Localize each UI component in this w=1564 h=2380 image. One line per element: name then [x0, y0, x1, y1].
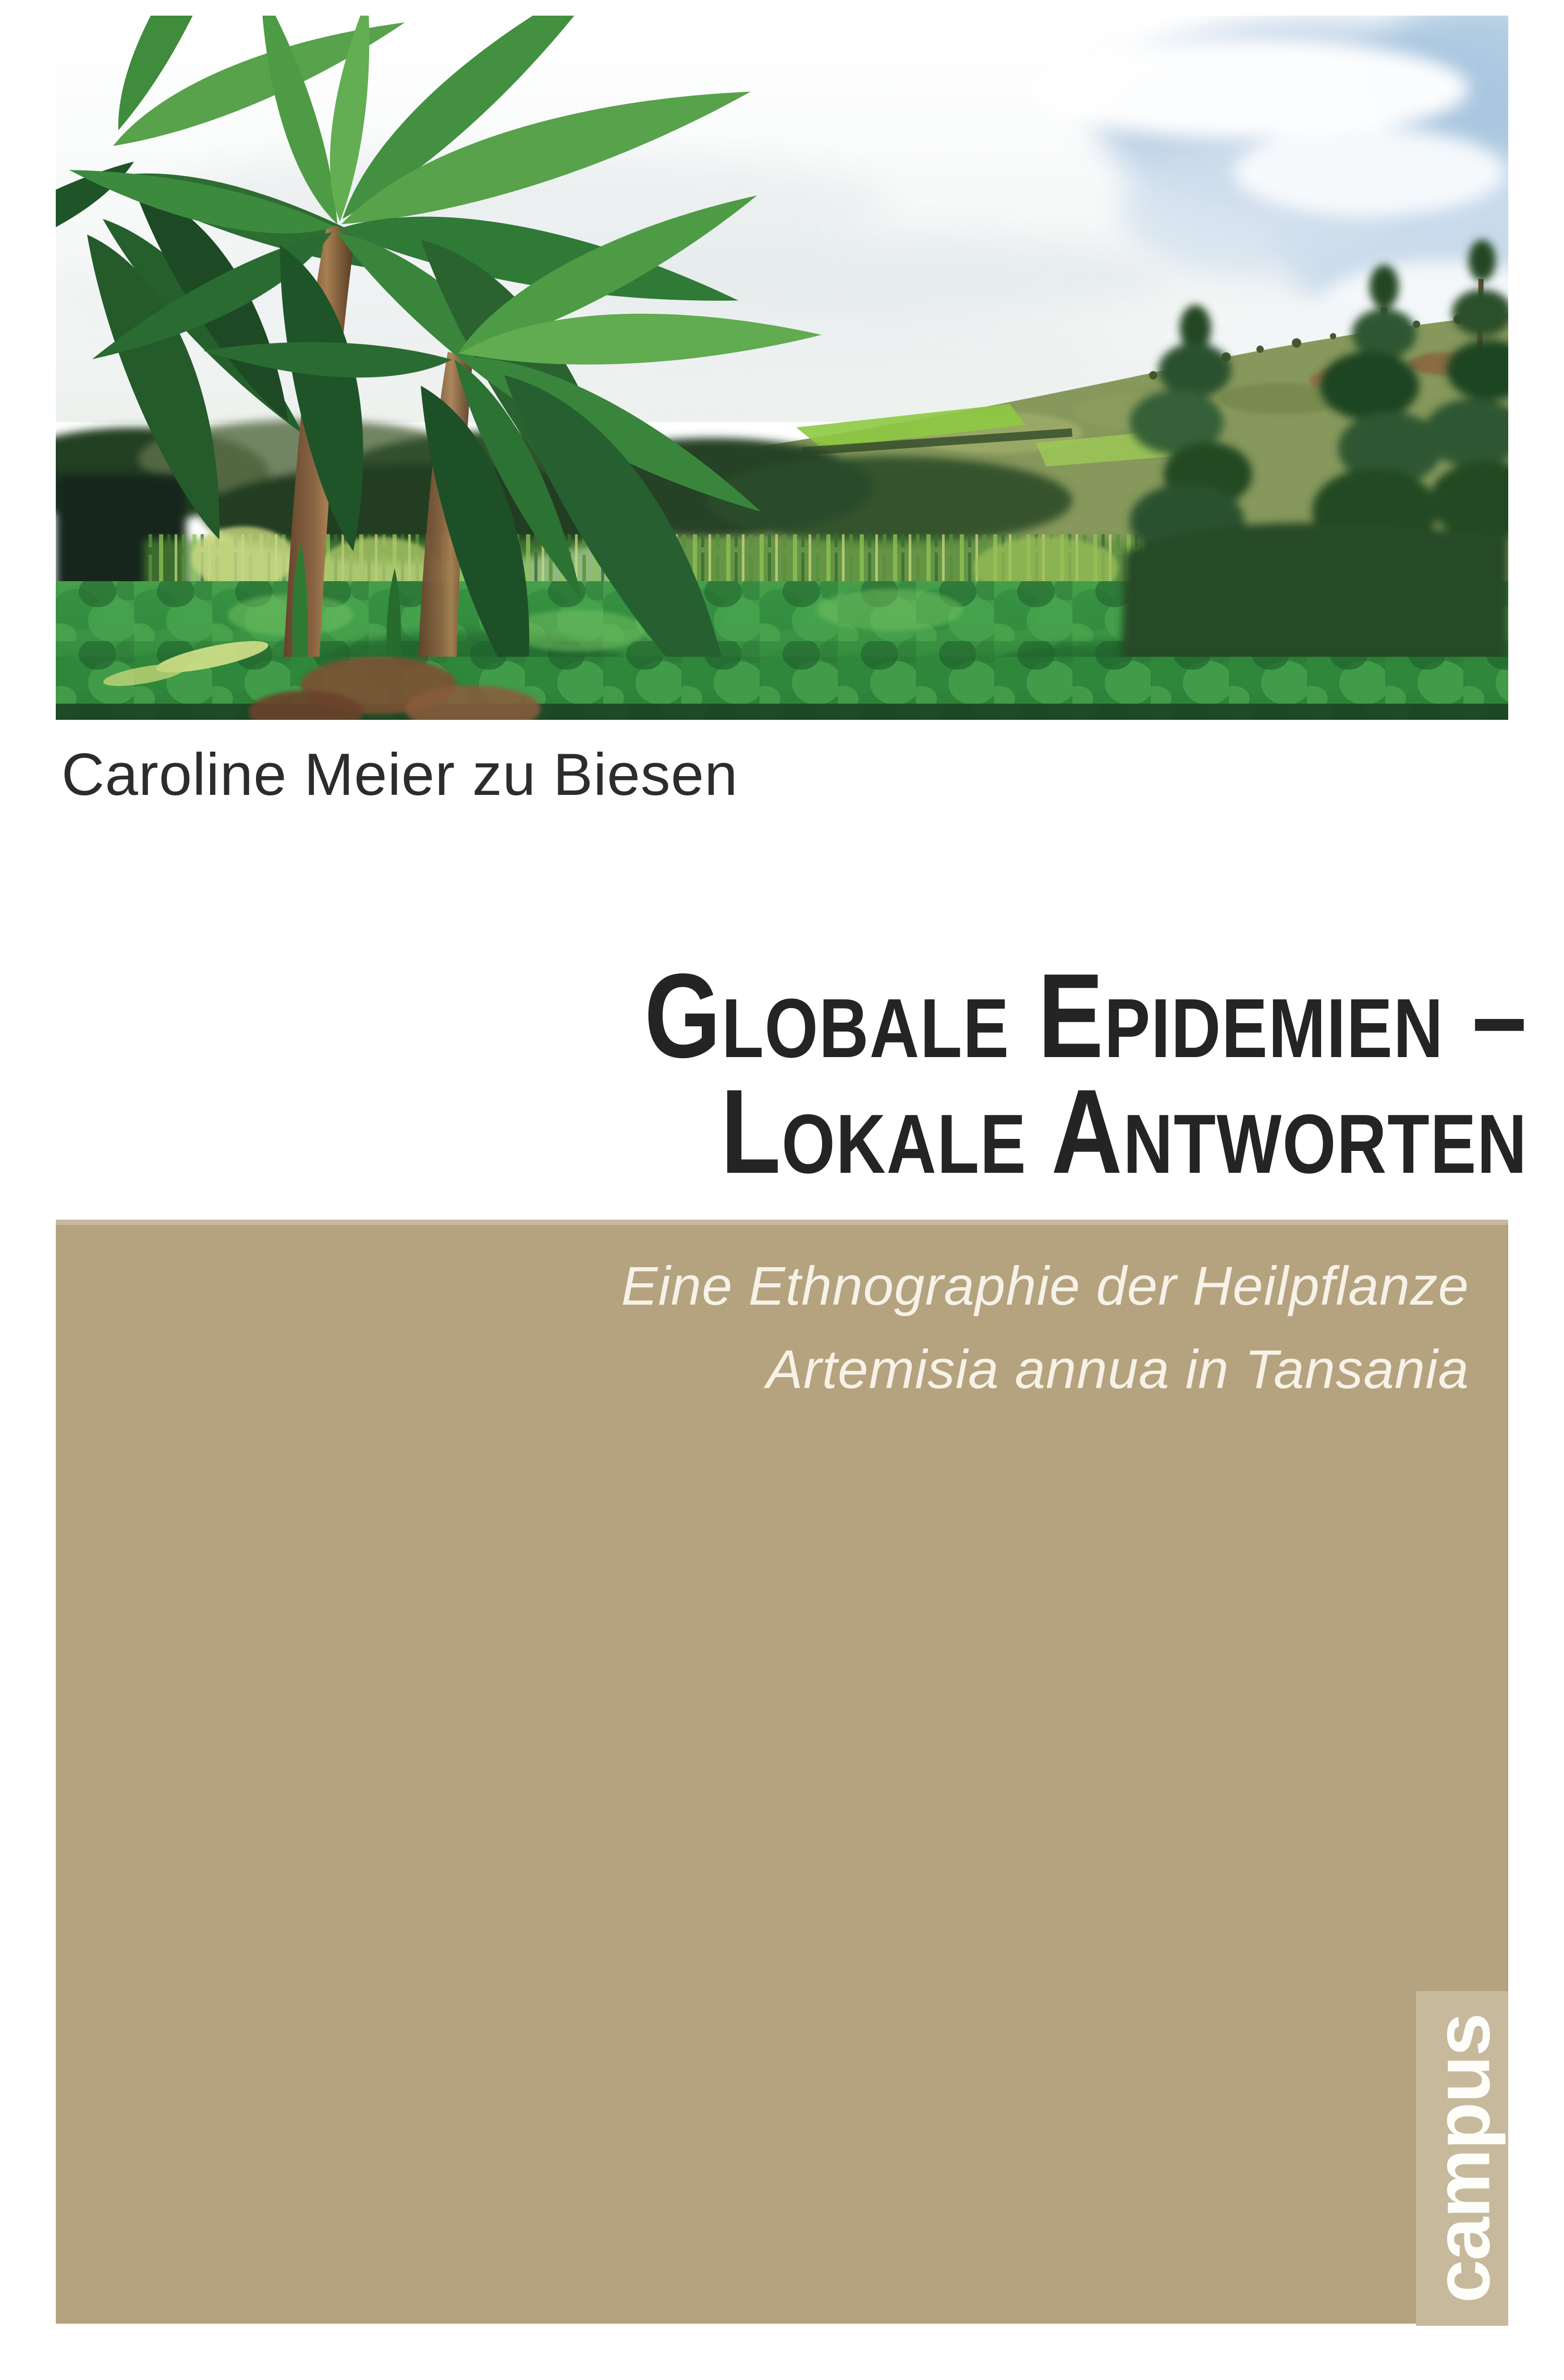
- book-title: [644, 949, 1528, 1198]
- subtitle-line-1: Eine Ethnographie der Heilpflanze: [621, 1256, 1469, 1317]
- landscape-photo-illustration: [56, 16, 1508, 720]
- title-line-1: Globale Epidemien –: [644, 949, 1528, 1083]
- campus-logo: campus: [1418, 2014, 1506, 2303]
- subtitle: [621, 1245, 1469, 1412]
- subtitle-line-2: Artemisia annua in Tansania: [766, 1339, 1469, 1400]
- cover-photo: [56, 16, 1508, 720]
- author-name: Caroline Meier zu Biesen: [62, 742, 738, 808]
- title-line-2: Lokale Antworten: [720, 1064, 1528, 1198]
- publisher-logo-tab: [1416, 1991, 1508, 2326]
